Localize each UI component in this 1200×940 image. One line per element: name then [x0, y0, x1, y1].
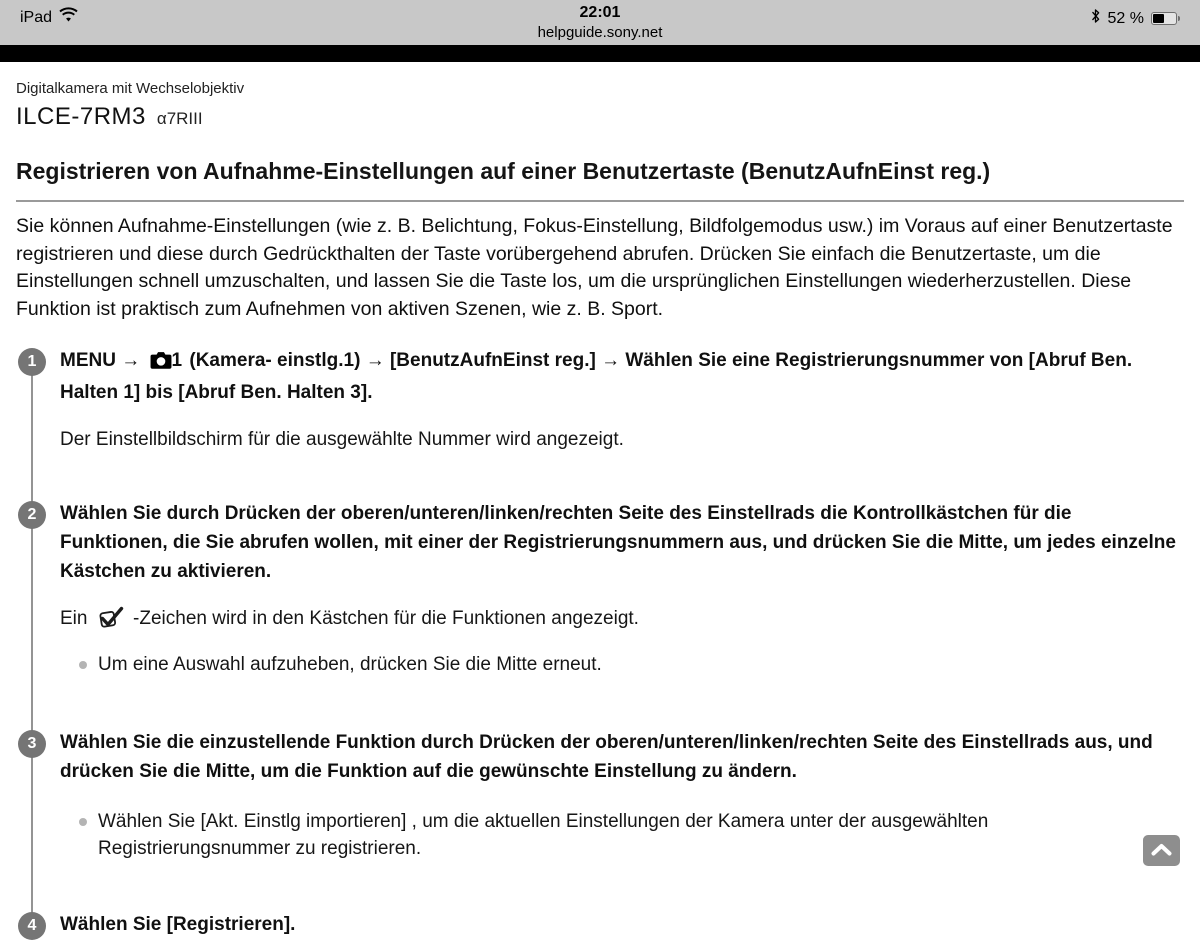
product-category: Digitalkamera mit Wechselobjektiv — [16, 80, 245, 97]
step-2-bullet-text: Um eine Auswahl aufzuheben, drücken Sie die Mitte erneut. — [98, 654, 602, 675]
product-model: ILCE-7RM3 — [16, 103, 146, 130]
scroll-to-top-button[interactable] — [1143, 835, 1180, 866]
step-2-note — [60, 605, 1184, 638]
battery-fill — [1153, 14, 1164, 23]
bullet-dot — [79, 818, 87, 826]
camera-settings-1-icon — [150, 349, 172, 378]
chevron-up-icon — [1151, 843, 1172, 859]
product-model-alias: α7RIII — [156, 109, 203, 128]
clock-label: 22:01 — [579, 4, 621, 21]
step-4-title: Wählen Sie [Registrieren]. — [60, 913, 296, 935]
device-label: iPad — [20, 8, 53, 26]
intro-paragraph: Sie können Aufnahme-Einstellungen (wie z. B. Belichtung, Fokus-Einstellung, Bildfolgemodus usw.) im Voraus auf einer Benutzertaste registrieren und diese durch Gedrückthalten der Taste vorübergehend abrufen. Drücken Sie einfach die Benutzertaste, um die Einstellungen schnell umzuschalten, und lassen Sie die Taste los, um die ursprünglichen Einstellungen wiederherzustellen. Diese Funktion ist praktisch zum Aufnehmen von aktiven Szenen, wie z. B. Sport. — [16, 215, 1173, 320]
step-3-number-badge: 3 — [18, 730, 46, 758]
step-3-bullet — [60, 808, 1184, 863]
step-1-title-prefix: MENU → — [60, 350, 141, 371]
step-2-note-prefix: Ein — [60, 608, 88, 629]
camera-icon-number: 1 — [171, 350, 183, 371]
product-header — [16, 80, 1184, 131]
step-1 — [16, 346, 1184, 453]
step-2 — [16, 499, 1184, 679]
battery-percent-label: 52 % — [1107, 9, 1144, 27]
page-title: Registrieren von Aufnahme-Einstellungen auf einer Benutzertaste (BenutzAufnEinst reg.) — [16, 158, 991, 184]
step-3 — [16, 728, 1184, 863]
step-2-note-suffix: -Zeichen wird in den Kästchen für die Funktionen angezeigt. — [133, 608, 639, 629]
status-bar — [0, 0, 1200, 45]
step-1-title-suffix: (Kamera- einstlg.1) → [BenutzAufnEinst reg.] → Wählen Sie eine Registrierungsnummer von [Abruf Ben. Halten 1] bis [Abruf Ben. Halten 3]. — [60, 350, 1133, 403]
title-divider — [16, 200, 1184, 202]
steps-list — [16, 346, 1184, 940]
step-1-note: Der Einstellbildschirm für die ausgewählte Nummer wird angezeigt. — [60, 429, 624, 450]
step-2-title: Wählen Sie durch Drücken der oberen/unteren/linken/rechten Seite des Einstellrads die Kontrollkästchen für die Funktionen, die Sie abrufen wollen, mit einer der Registrierungsnummern aus, und drücken Sie die Mitte, um jedes einzelne Kästchen zu aktivieren. — [60, 503, 1176, 582]
page-content — [0, 62, 1200, 940]
status-center — [0, 0, 1200, 41]
browser-top-bar — [0, 45, 1200, 62]
step-1-title — [60, 346, 1184, 407]
step-4-number-badge: 4 — [18, 912, 46, 940]
step-1-number-badge: 1 — [18, 348, 46, 376]
url-label[interactable]: helpguide.sony.net — [537, 24, 663, 41]
step-2-number-badge: 2 — [18, 501, 46, 529]
checkmark-icon — [97, 605, 124, 638]
step-4 — [16, 910, 1184, 940]
step-3-bullet-text: Wählen Sie [Akt. Einstlg importieren] , um die aktuellen Einstellungen der Kamera unter der ausgewählten Registrierungsnummer zu registrieren. — [98, 810, 989, 859]
bullet-dot — [79, 661, 87, 669]
step-2-bullet — [60, 651, 1184, 679]
step-3-title: Wählen Sie die einzustellende Funktion durch Drücken der oberen/unteren/linken/rechten Seite des Einstellrads aus, und drücken Sie die Mitte, um die Funktion auf die gewünschte Einstellung zu ändern. — [60, 731, 1153, 782]
